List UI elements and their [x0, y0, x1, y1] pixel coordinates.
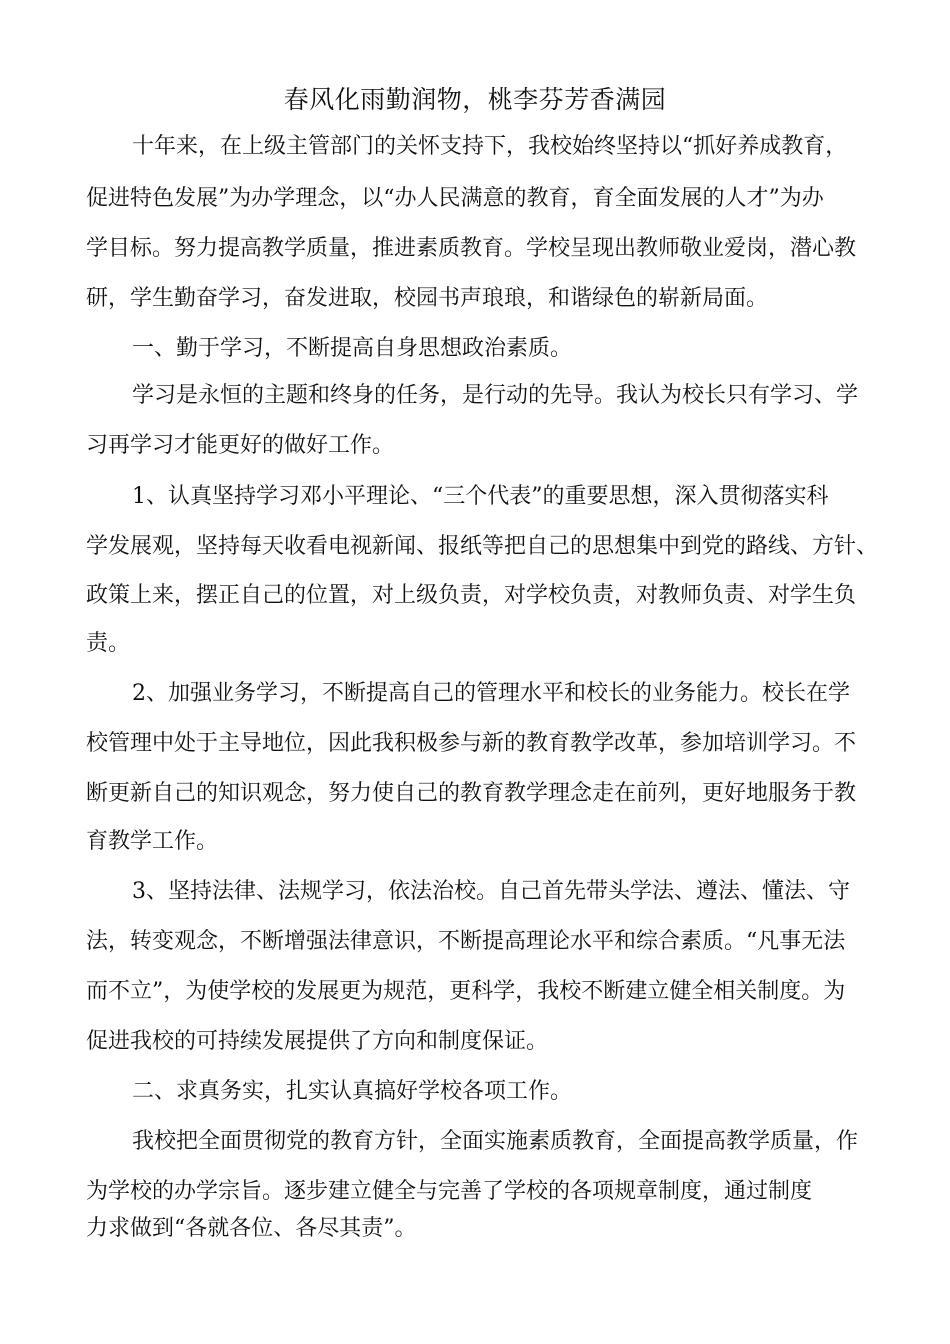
paragraph-line: 力求做到“各就各位、各尽其责”。: [86, 1216, 417, 1241]
paragraph-line: 而不立”，为使学校的发展更为规范，更科学，我校不断建立健全相关制度。为: [86, 979, 846, 1004]
paragraph-line: 研，学生勤奋学习，奋发进取，校园书声琅琅，和谐绿色的崭新局面。: [86, 286, 769, 311]
paragraph-line: 育教学工作。: [86, 829, 219, 854]
paragraph-line: 2、加强业务学习，不断提高自己的管理水平和校长的业务能力。校长在学: [132, 681, 850, 706]
paragraph-line: 为学校的办学宗旨。逐步建立健全与完善了学校的各项规章制度，通过制度: [86, 1179, 813, 1204]
paragraph-line: 促进特色发展”为办学理念，以“办人民满意的教育，育全面发展的人才”为办: [86, 186, 824, 211]
paragraph-line: 十年来，在上级主管部门的关怀支持下，我校始终坚持以“抓好养成教育，: [132, 134, 848, 159]
paragraph-line: 3、坚持法律、法规学习，依法治校。自己首先带头学法、遵法、懂法、守: [132, 879, 850, 904]
paragraph-line: 法，转变观念，不断增强法律意识，不断提高理论水平和综合素质。“凡事无法: [86, 929, 846, 954]
paragraph-line: 学习是永恒的主题和终身的任务，是行动的先导。我认为校长只有学习、学: [132, 383, 859, 408]
paragraph-line: 我校把全面贯彻党的教育方针，全面实施素质教育，全面提高教学质量，作: [132, 1129, 859, 1154]
section-heading: 二、求真务实，扎实认真搞好学校各项工作。: [132, 1079, 573, 1104]
paragraph-line: 学目标。努力提高教学质量，推进素质教育。学校呈现出教师敬业爱岗，潜心教: [86, 236, 857, 261]
paragraph-line: 断更新自己的知识观念，努力使自己的教育教学理念走在前列，更好地服务于教: [86, 781, 857, 806]
section-heading: 一、勤于学习，不断提高自身思想政治素质。: [132, 336, 573, 361]
document-title: 春风化雨勤润物，桃李芬芳香满园: [283, 85, 667, 114]
paragraph-line: 促进我校的可持续发展提供了方向和制度保证。: [86, 1029, 549, 1054]
paragraph-line: 政策上来，摆正自己的位置，对上级负责，对学校负责，对教师负责、对学生负: [86, 583, 857, 608]
paragraph-line: 习再学习才能更好的做好工作。: [86, 433, 395, 458]
paragraph-line: 校管理中处于主导地位，因此我积极参与新的教育教学改革，参加培训学习。不: [86, 731, 857, 756]
paragraph-line: 1、认真坚持学习邓小平理论、“三个代表”的重要思想，深入贯彻落实科: [132, 484, 829, 509]
paragraph-line: 学发展观，坚持每天收看电视新闻、报纸等把自己的思想集中到党的路线、方针、: [86, 534, 879, 559]
paragraph-line: 责。: [86, 631, 131, 656]
